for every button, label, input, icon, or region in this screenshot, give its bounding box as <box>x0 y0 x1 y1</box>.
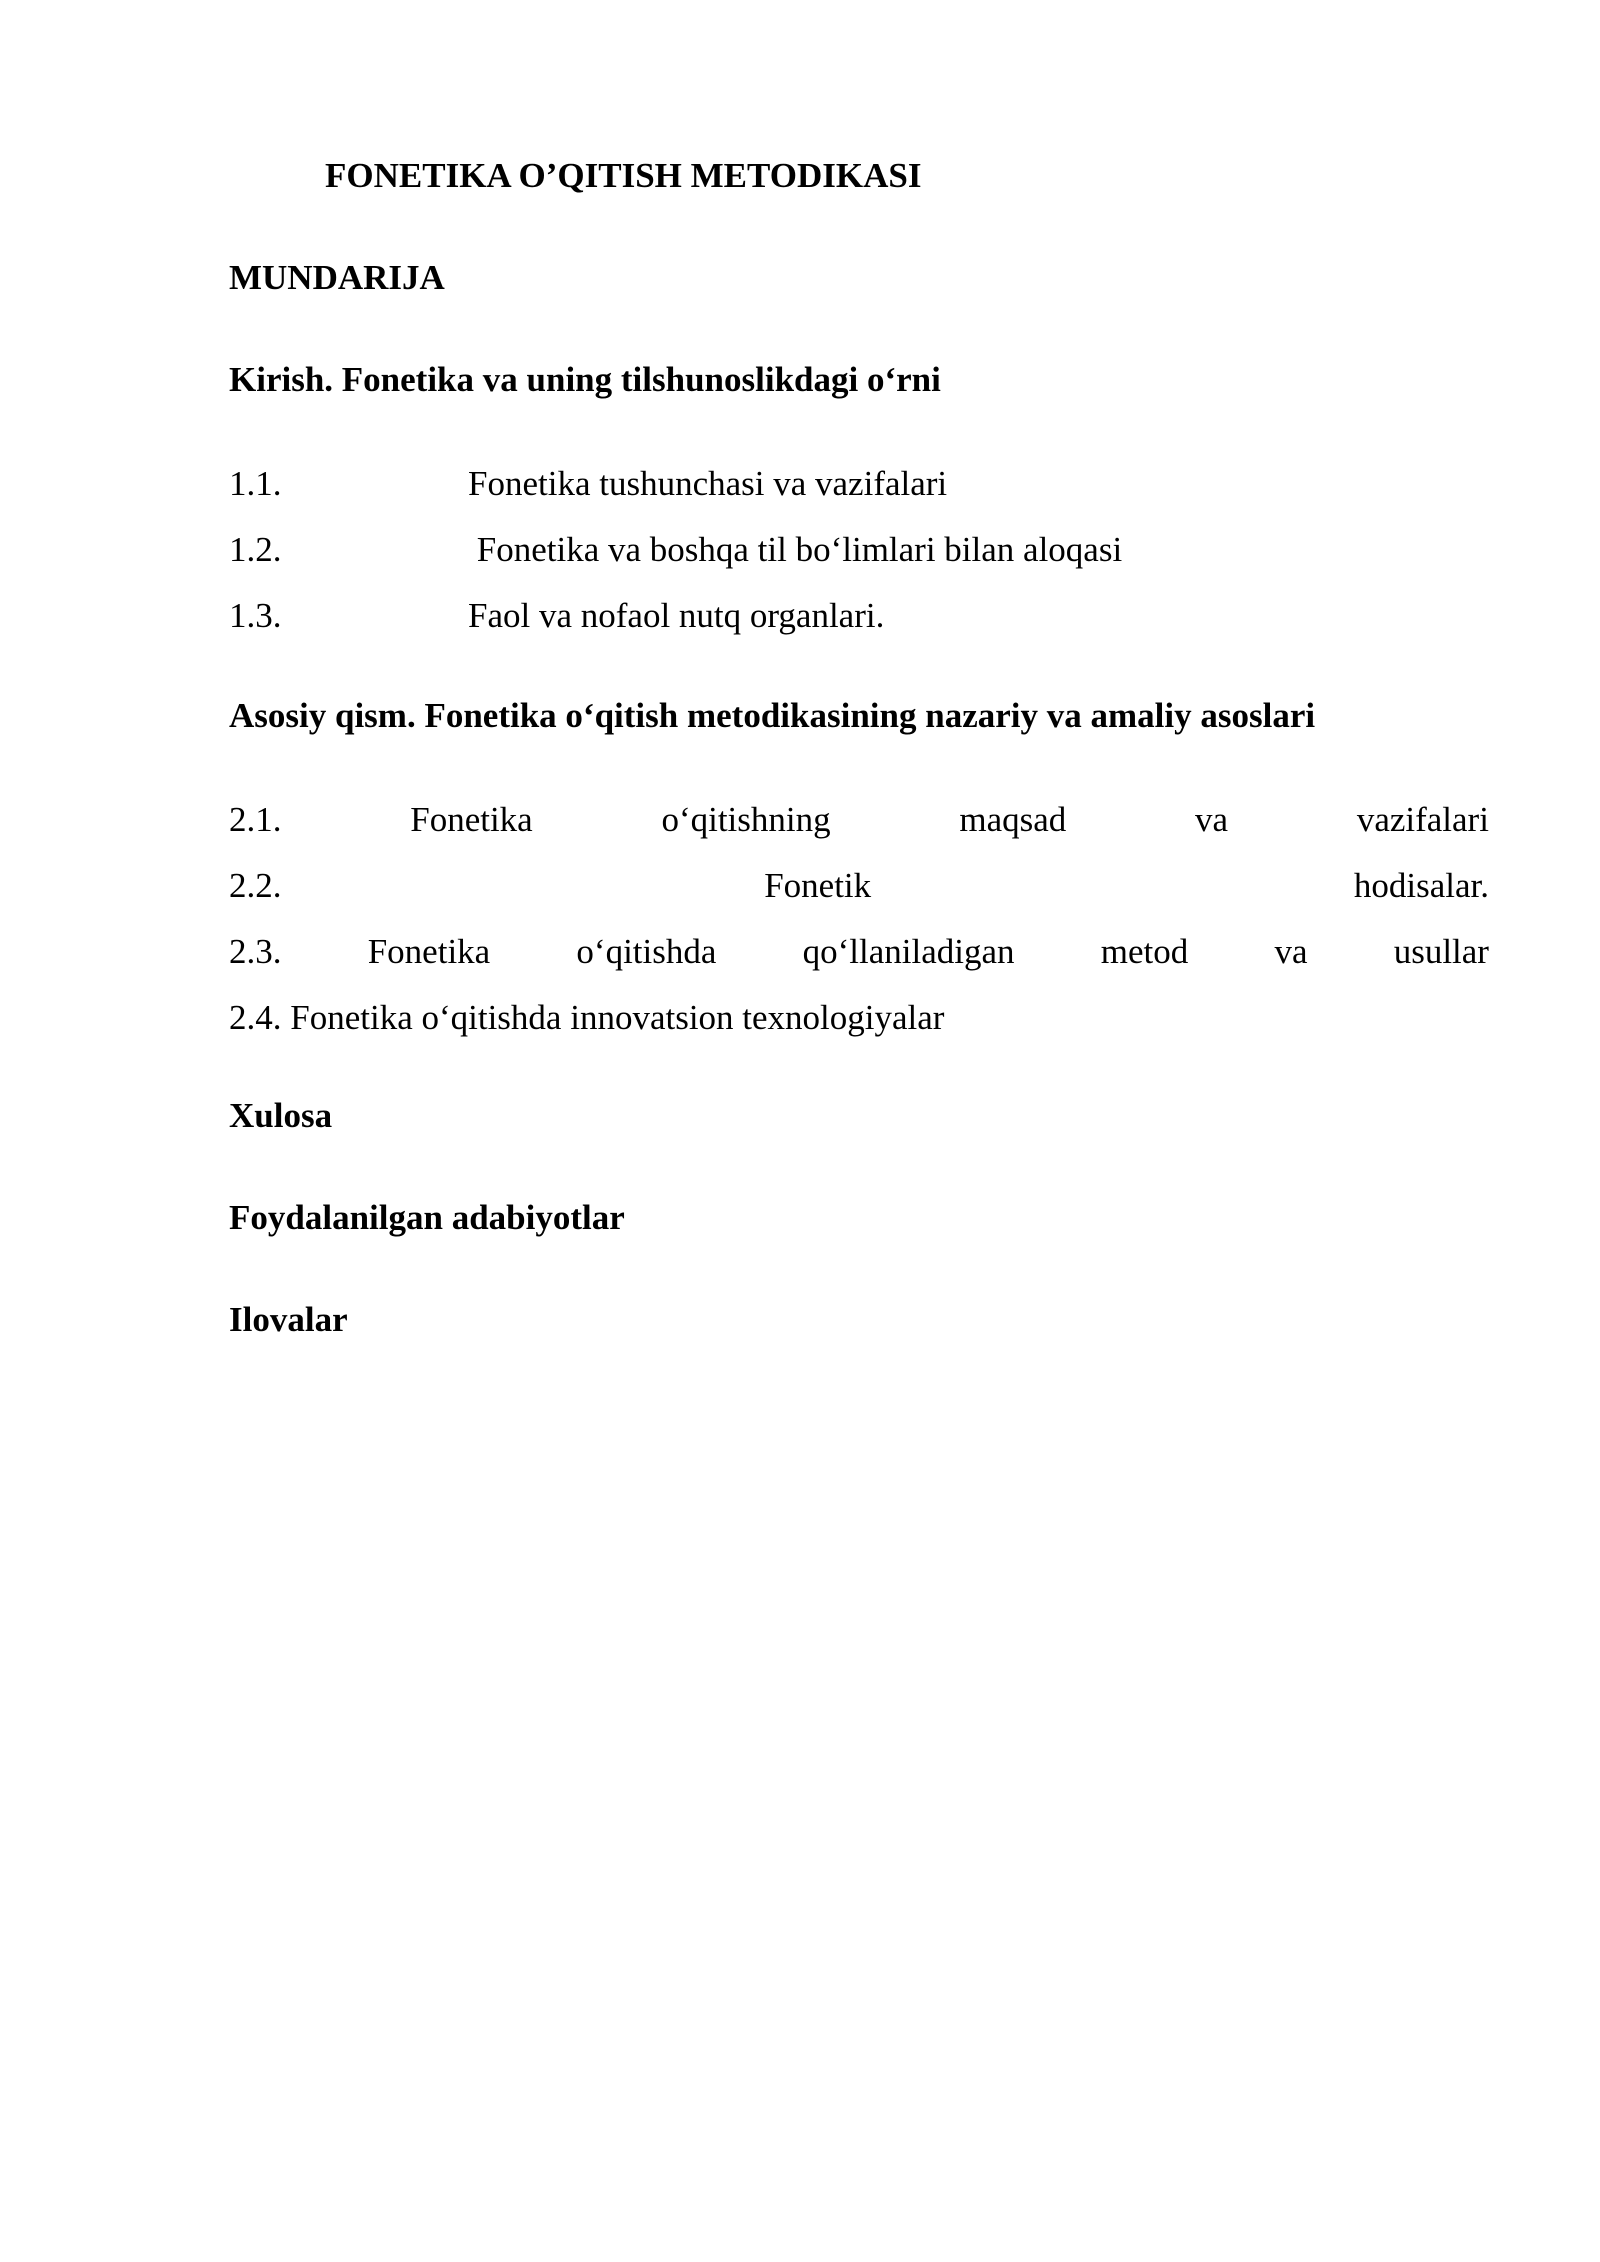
toc-word: qo‘llaniladigan <box>802 932 1015 971</box>
toc-row-2-3 <box>229 930 1489 974</box>
toc-entry-text: Faol va nofaol nutq organlari. <box>468 596 885 635</box>
toc-word: 2.2. <box>229 866 282 905</box>
toc-word: 2.1. <box>229 800 282 839</box>
toc-word: va <box>1274 932 1308 971</box>
toc-word: o‘qitishning <box>661 800 831 839</box>
toc-word: hodisalar. <box>1353 866 1489 905</box>
toc-entry-number: 1.2. <box>229 530 282 569</box>
toc-word: va <box>1195 800 1229 839</box>
toc-entry-number: 1.1. <box>229 464 282 503</box>
toc-row-2-4: 2.4. Fonetika o‘qitishda innovatsion texnologiyalar <box>229 998 945 1037</box>
toc-row-2-1 <box>229 798 1489 842</box>
toc-word: Fonetik <box>764 866 872 905</box>
conclusion-heading: Xulosa <box>229 1096 333 1135</box>
document-title: FONETIKA O’QITISH METODIKASI <box>325 156 922 195</box>
intro-rest: . Fonetika va uning tilshunoslikdagi o‘rni <box>324 360 941 399</box>
appendices-heading: Ilovalar <box>229 1300 348 1339</box>
intro-lead: Kirish <box>229 360 325 399</box>
intro-heading <box>229 358 941 402</box>
toc-word: metod <box>1100 932 1189 971</box>
toc-row-2-2 <box>229 864 1489 908</box>
toc-word: 2.3. <box>229 932 282 971</box>
toc-entry-number: 1.3. <box>229 596 282 635</box>
toc-word: vazifalari <box>1356 800 1489 839</box>
toc-word: usullar <box>1393 932 1489 971</box>
contents-heading: MUNDARIJA <box>229 258 445 297</box>
toc-word: Fonetika <box>410 800 533 839</box>
main-part-heading: Asosiy qism. Fonetika o‘qitish metodikasining nazariy va amaliy asoslari <box>229 696 1316 735</box>
toc-word: maqsad <box>959 800 1067 839</box>
toc-word: Fonetika <box>367 932 491 971</box>
toc-word: o‘qitishda <box>576 932 717 971</box>
toc-entry-text: Fonetika tushunchasi va vazifalari <box>468 464 948 503</box>
references-heading: Foydalanilgan adabiyotlar <box>229 1198 625 1237</box>
toc-entry-text: Fonetika va boshqa til bo‘limlari bilan aloqasi <box>468 530 1123 569</box>
